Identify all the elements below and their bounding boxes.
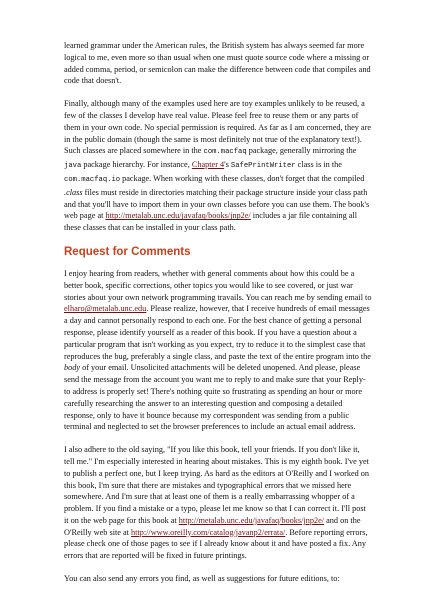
oreilly-errata-link[interactable]: http://www.oreilly.com/catalog/javanp2/errata/ — [131, 527, 286, 537]
paragraph-text: You can also send any errors you find, as well as suggestions for future editions, to: — [64, 574, 340, 584]
text-run: . Before reporting errors, please check one of those pages to see if I already know about it and have posted a fix. Any errors that are reported will be fixed in future printings. — [64, 527, 368, 561]
text-run: and on the O'Reilly web site at — [64, 515, 361, 537]
italic-class-files: .class — [64, 187, 83, 197]
italic-body: body — [64, 363, 81, 373]
text-run: I enjoy hearing from readers, whether with general comments about how this could be a better book, specific corrections, other topics you would like to see covered, or just war stories about your own network programming travails. You can reach me by sending email to — [64, 268, 372, 302]
chapter-4-link[interactable]: Chapter 4 — [191, 160, 225, 170]
text-run: files must reside in directories matching their package structure inside your class path and that you'll have to import them in your own classes before you can use them. The book's web page at — [64, 187, 370, 221]
document-page — [64, 40, 372, 585]
section-heading: Request for Comments — [64, 245, 191, 258]
paragraph-mistakes — [64, 444, 372, 562]
text-run: package. When working with these classes, don't forget that the compiled — [120, 173, 365, 183]
paragraph-comments — [64, 268, 372, 433]
text-run: of your email. Unsolicited attachments will be deleted unopened. And please, please send the message from the account you want me to reply to and make sure that your Reply-to address is properly set! There's nothing quite so frustrating as spending an hour or more carefully researching the answer to an interesting question and composing a detailed response, only to have it bounce because my correspondent was sending from a public terminal and neglected to set the browser preferences to include an actual email address. — [64, 363, 366, 432]
text-run: includes a jar file containing all these classes that can be installed in your class path. — [64, 211, 358, 233]
paragraph-text: learned grammar under the American rules, the British system has always seemed far more logical to me, even more so than usual when one must quote source code where a missing or added comma, period, or semicolon can make the difference between code that compiles and code that doesn't. — [64, 41, 371, 86]
paragraph-send-errors — [64, 573, 372, 585]
text-run: . Please realize, however, that I receive hundreds of email messages a day and cannot personally respond to each one. For the best chance of getting a personal response, please identify yourself as a reader of this book. If you have a question about a particular program that isn't working as you expect, try to reduce it to the simplest case that reproduces the bug, preferably a single class, and paste the text of the entire program into the — [64, 304, 371, 361]
paragraph-grammar — [64, 40, 372, 87]
text-run: Finally, although many of the examples used here are toy examples unlikely to be reused, a few of the classes I develop have real value. Please feel free to reuse them or any parts of them in your own code. No special permission is required. As far as I am concerned, they are in the public domain (though the same is most definitely not true of the explanatory text!). Such classes are placed somewhere in the — [64, 99, 371, 156]
code-package-macfaq-io: com.macfaq.io — [64, 175, 121, 184]
code-class-safeprintwriter: SafePrintWriter — [230, 162, 296, 171]
text-run: class is in the — [295, 160, 342, 170]
code-package-java: java — [64, 162, 82, 171]
code-package-macfaq: com.macfaq — [203, 148, 247, 157]
book-web-page-link[interactable]: http://metalab.unc.edu/javafaq/books/jnp2e/ — [105, 211, 251, 221]
text-run: 's — [224, 160, 231, 170]
text-run: package, generally mirroring the — [246, 146, 357, 156]
text-run: I also adhere to the old saying, "If you like this book, tell your friends. If you don't like it, tell me." I'm especially interested in hearing about mistakes. This is my eighth book. I've yet to publish a perfect one, but I keep trying. As hard as the editors at O'Reilly and I worked on this book, I'm sure that there are mistakes and typographical errors that we missed here somewhere. And I'm sure that at least one of them is a really embarrassing whopper of a problem. If you find a mistake or a typo, please let me know so that I can correct it. I'll post it on the web page for this book at — [64, 445, 370, 525]
author-email-link[interactable]: elharo@metalab.unc.edu — [64, 304, 147, 314]
book-web-page-link[interactable]: http://metalab.unc.edu/javafaq/books/jnp2e/ — [178, 515, 325, 525]
paragraph-code-reuse — [64, 98, 372, 234]
text-run: package hierarchy. For instance, — [81, 160, 192, 170]
